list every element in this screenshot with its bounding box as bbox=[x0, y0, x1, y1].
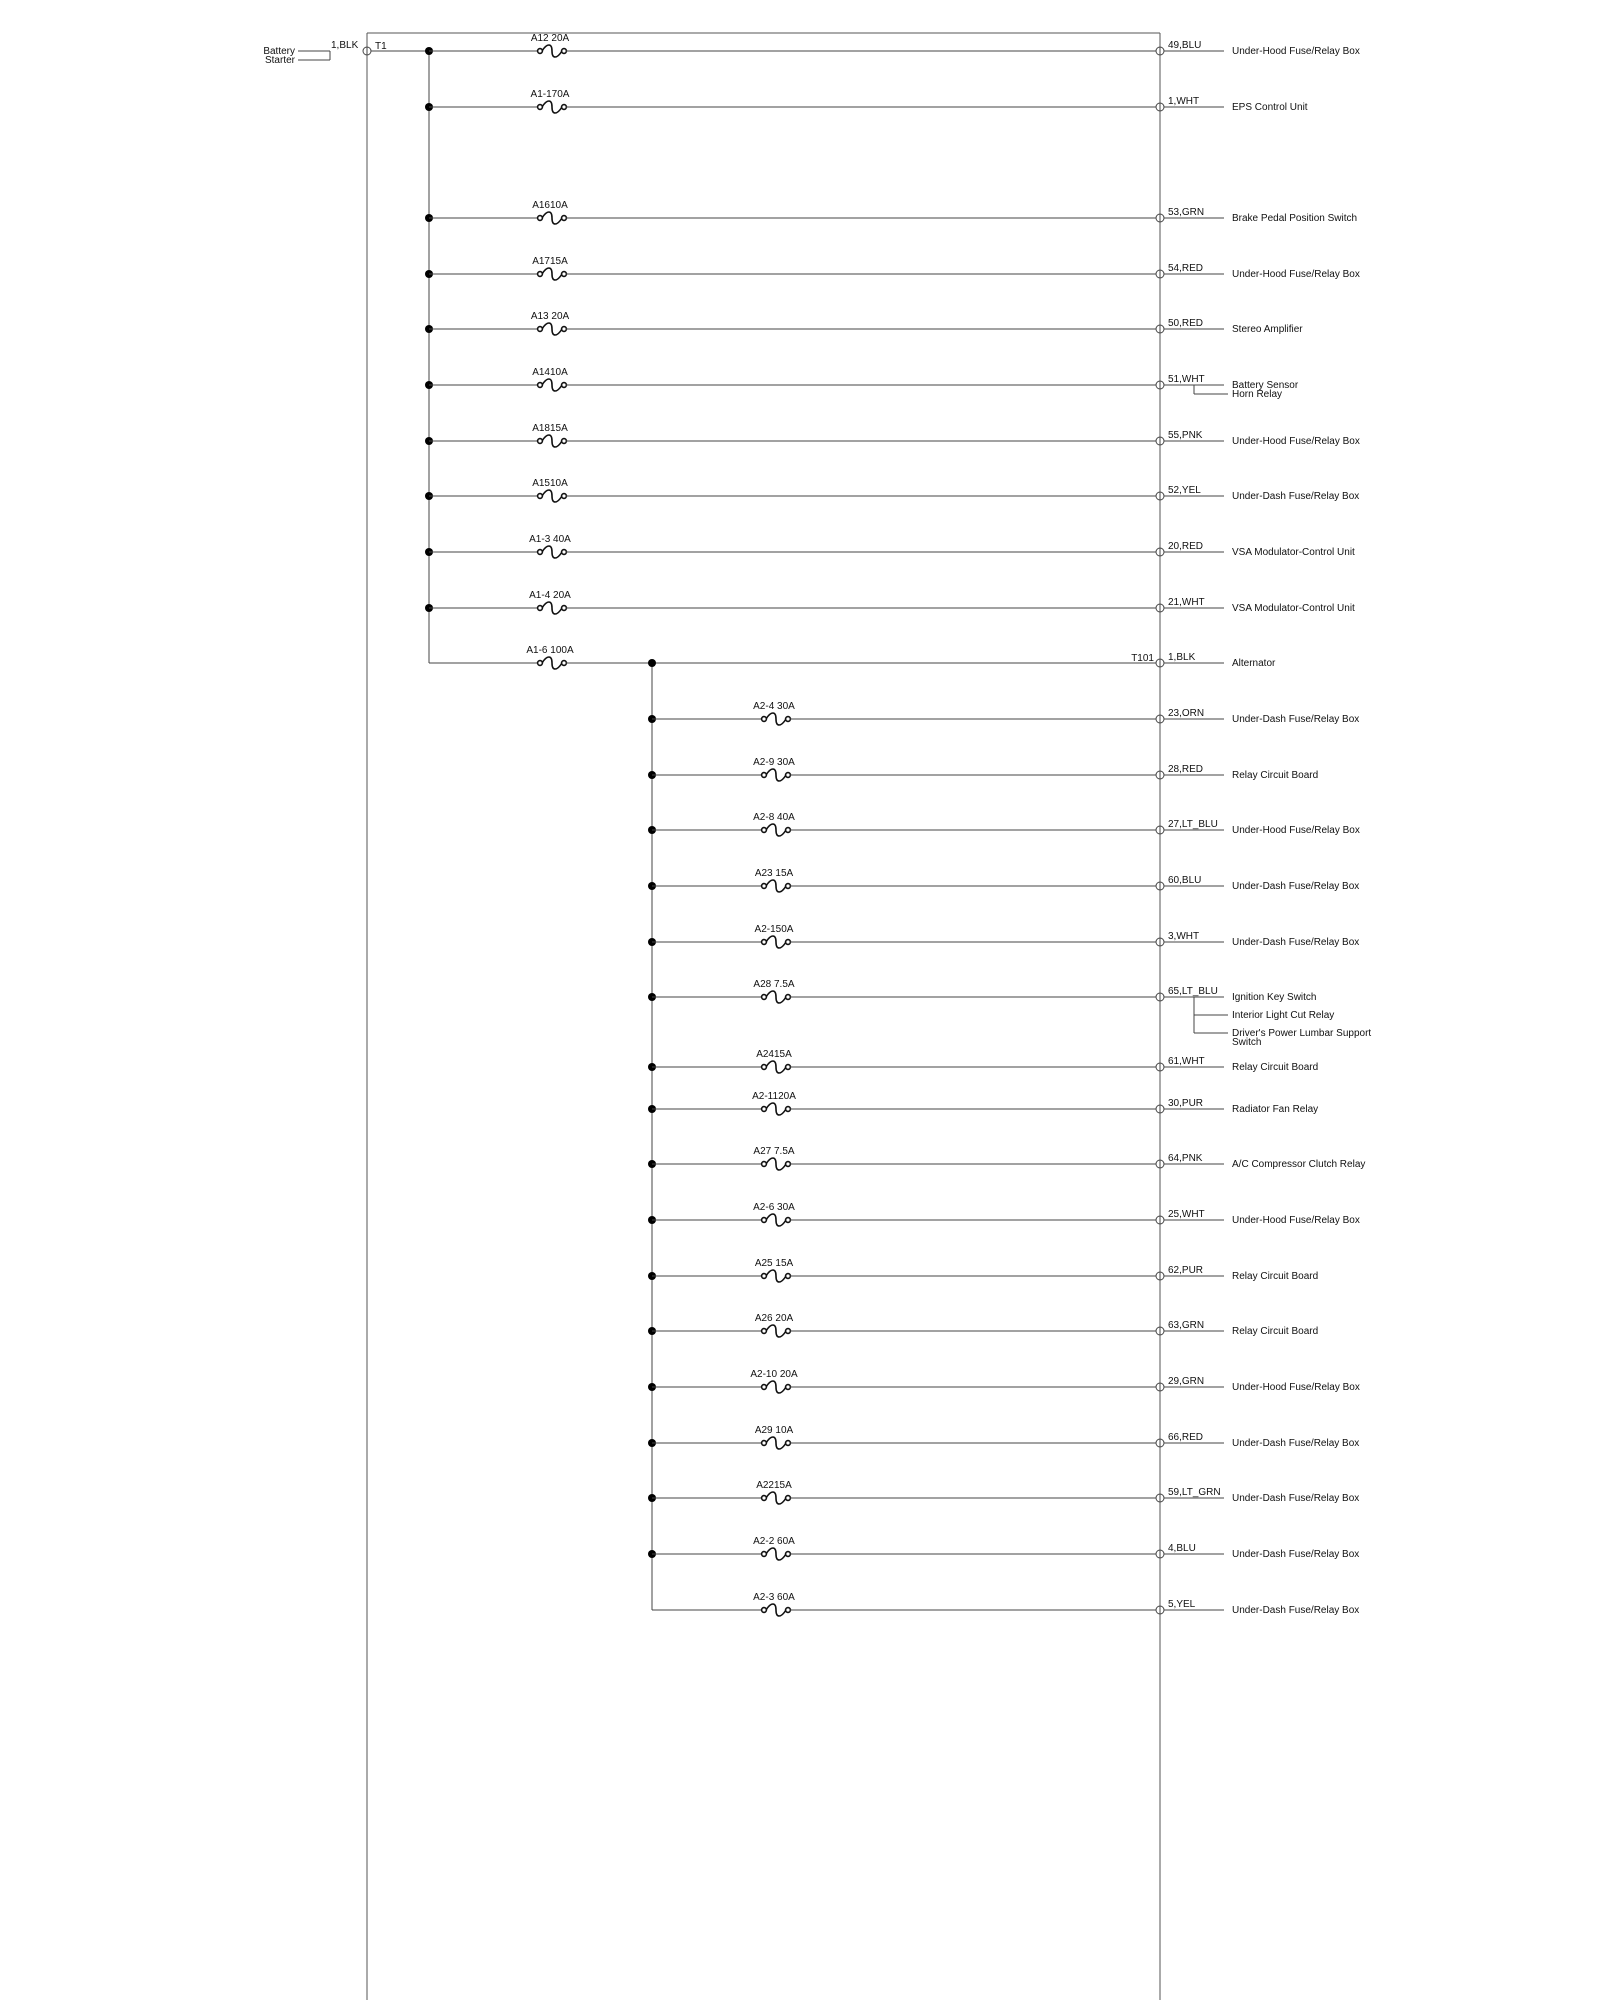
wire-code-label: 50,RED bbox=[1168, 318, 1204, 329]
destination-label: Under-Dash Fuse/Relay Box bbox=[1232, 1605, 1360, 1616]
fuse-icon bbox=[542, 490, 562, 502]
fuse-terminal-right bbox=[786, 1329, 791, 1334]
fuse-terminal-right bbox=[786, 1162, 791, 1167]
circuit-row bbox=[648, 1480, 1359, 1504]
battery-input bbox=[263, 40, 429, 66]
alternator-terminal-label: T101 bbox=[1131, 653, 1154, 664]
destination-label: Under-Dash Fuse/Relay Box bbox=[1232, 1438, 1360, 1449]
wire-code-label: 65,LT_BLU bbox=[1168, 986, 1218, 997]
destination-label: Alternator bbox=[1232, 658, 1276, 669]
fuse-terminal-left bbox=[762, 1329, 767, 1334]
fuse-terminal-right bbox=[562, 272, 567, 277]
fuse-label: A1-3 40A bbox=[529, 534, 571, 545]
fuse-terminal-right bbox=[562, 606, 567, 611]
fuse-icon bbox=[766, 1158, 786, 1170]
circuit-row bbox=[648, 1049, 1318, 1073]
destination-label: EPS Control Unit bbox=[1232, 102, 1308, 113]
destination-label: Under-Hood Fuse/Relay Box bbox=[1232, 269, 1360, 280]
fuse-label: A28 7.5A bbox=[753, 979, 795, 990]
wire-code-label: 27,LT_BLU bbox=[1168, 819, 1218, 830]
fuse-label: A2-3 60A bbox=[753, 1592, 795, 1603]
fuse-label: A2-10 20A bbox=[750, 1369, 798, 1380]
fuse-icon bbox=[766, 1548, 786, 1560]
fuse-label: A27 7.5A bbox=[753, 1146, 795, 1157]
circuit-row bbox=[648, 1202, 1360, 1226]
destination-label: Under-Hood Fuse/Relay Box bbox=[1232, 436, 1360, 447]
destination-label: Interior Light Cut Relay bbox=[1232, 1010, 1335, 1021]
fuse-terminal-right bbox=[786, 1608, 791, 1613]
fuse-terminal-right bbox=[786, 1385, 791, 1390]
fuse-terminal-left bbox=[762, 717, 767, 722]
fuse-icon bbox=[542, 379, 562, 391]
wire-code-label: 66,RED bbox=[1168, 1432, 1204, 1443]
fuse-icon bbox=[542, 657, 562, 669]
fuse-terminal-left bbox=[538, 49, 543, 54]
fuse-label: A2-2 60A bbox=[753, 1536, 795, 1547]
fuse-terminal-right bbox=[562, 105, 567, 110]
input-terminal-label: T1 bbox=[375, 41, 387, 52]
fuse-terminal-left bbox=[762, 995, 767, 1000]
fuse-terminal-left bbox=[762, 1274, 767, 1279]
circuit-row bbox=[425, 423, 1360, 447]
fuse-terminal-right bbox=[562, 494, 567, 499]
destination-label: Under-Dash Fuse/Relay Box bbox=[1232, 881, 1360, 892]
circuit-row bbox=[648, 1091, 1318, 1115]
circuit-row bbox=[648, 868, 1359, 892]
fuse-terminal-left bbox=[538, 272, 543, 277]
fuse-terminal-left bbox=[538, 606, 543, 611]
fuse-terminal-left bbox=[538, 661, 543, 666]
circuit-row bbox=[425, 478, 1359, 502]
wire-code-label: 52,YEL bbox=[1168, 485, 1201, 496]
circuit-row bbox=[425, 89, 1308, 113]
fuse-terminal-right bbox=[786, 717, 791, 722]
destination-label: Relay Circuit Board bbox=[1232, 1062, 1319, 1073]
input-wire-label: 1,BLK bbox=[331, 40, 359, 51]
fuse-icon bbox=[766, 1325, 786, 1337]
wire-code-label: 4,BLU bbox=[1168, 1543, 1196, 1554]
fuse-label: A1510A bbox=[532, 478, 568, 489]
wire-code-label: 60,BLU bbox=[1168, 875, 1202, 886]
fuse-label: A25 15A bbox=[754, 1258, 794, 1269]
circuit-row bbox=[648, 757, 1318, 781]
circuits-group-b bbox=[648, 701, 1371, 1616]
circuit-row bbox=[648, 1146, 1365, 1170]
circuit-row bbox=[425, 256, 1360, 280]
fuse-terminal-left bbox=[762, 1162, 767, 1167]
fuse-terminal-left bbox=[762, 1552, 767, 1557]
destination-label: Relay Circuit Board bbox=[1232, 770, 1319, 781]
wire-code-label: 62,PUR bbox=[1168, 1265, 1204, 1276]
fuse-terminal-right bbox=[562, 49, 567, 54]
circuit-row bbox=[425, 534, 1355, 558]
fuse-label: A2-6 30A bbox=[753, 1202, 795, 1213]
fuse-label: A1610A bbox=[532, 200, 568, 211]
fuse-label: A1715A bbox=[532, 256, 568, 267]
fuse-terminal-left bbox=[762, 1065, 767, 1070]
destination-label: Stereo Amplifier bbox=[1232, 324, 1303, 335]
destination-label: Battery Sensor bbox=[1232, 380, 1299, 391]
circuit-row bbox=[648, 1369, 1360, 1393]
circuit-row bbox=[648, 1536, 1359, 1560]
circuit-row bbox=[425, 33, 1360, 57]
destination-label: Under-Dash Fuse/Relay Box bbox=[1232, 714, 1360, 725]
fuse-icon bbox=[542, 45, 562, 57]
destination-label: Relay Circuit Board bbox=[1232, 1326, 1319, 1337]
starter-label: Starter bbox=[264, 55, 295, 66]
wire-code-label: 1,WHT bbox=[1168, 96, 1200, 107]
fuse-icon bbox=[766, 1214, 786, 1226]
battery-label: Battery bbox=[263, 46, 295, 57]
destination-label: Relay Circuit Board bbox=[1232, 1271, 1319, 1282]
fuse-terminal-left bbox=[538, 383, 543, 388]
fuse-label: A1-4 20A bbox=[529, 590, 571, 601]
fuse-label: A2-150A bbox=[754, 924, 794, 935]
circuit-row bbox=[425, 367, 1299, 400]
circuit-row bbox=[425, 200, 1357, 224]
fuse-terminal-right bbox=[786, 1107, 791, 1112]
fuse-terminal-right bbox=[786, 1274, 791, 1279]
circuit-row bbox=[429, 645, 1276, 669]
fuse-label: A1815A bbox=[532, 423, 568, 434]
fuse-terminal-left bbox=[538, 216, 543, 221]
fuse-terminal-right bbox=[786, 1218, 791, 1223]
fuse-icon bbox=[766, 713, 786, 725]
fuse-terminal-right bbox=[786, 995, 791, 1000]
fuse-label: A2415A bbox=[756, 1049, 792, 1060]
circuit-row bbox=[425, 311, 1303, 335]
circuit-row bbox=[648, 701, 1359, 725]
wire-code-label: 3,WHT bbox=[1168, 931, 1200, 942]
fuse-terminal-left bbox=[762, 1218, 767, 1223]
wire-code-label: 63,GRN bbox=[1168, 1320, 1205, 1331]
fuse-terminal-left bbox=[762, 940, 767, 945]
fuse-terminal-left bbox=[538, 439, 543, 444]
fuse-terminal-right bbox=[786, 940, 791, 945]
fuse-icon bbox=[766, 1381, 786, 1393]
fuse-terminal-left bbox=[762, 1608, 767, 1613]
fuse-icon bbox=[766, 1437, 786, 1449]
fuse-terminal-left bbox=[762, 1385, 767, 1390]
wire-code-label: 55,PNK bbox=[1168, 430, 1203, 441]
fuse-terminal-left bbox=[762, 1496, 767, 1501]
fuse-terminal-left bbox=[762, 828, 767, 833]
circuit-row bbox=[648, 1258, 1318, 1282]
circuit-row bbox=[648, 1313, 1318, 1337]
circuit-row bbox=[652, 1592, 1359, 1616]
fuse-icon bbox=[542, 602, 562, 614]
circuit-row bbox=[648, 979, 1371, 1048]
fuse-terminal-right bbox=[786, 773, 791, 778]
fuse-label: A1-170A bbox=[530, 89, 570, 100]
destination-label: Under-Dash Fuse/Relay Box bbox=[1232, 937, 1360, 948]
wire-code-label: 30,PUR bbox=[1168, 1098, 1204, 1109]
fuse-label: A12 20A bbox=[530, 33, 570, 44]
wire-code-label: 59,LT_GRN bbox=[1168, 1487, 1221, 1498]
destination-label: Under-Hood Fuse/Relay Box bbox=[1232, 1215, 1360, 1226]
wire-code-label: 61,WHT bbox=[1168, 1056, 1205, 1067]
fuse-terminal-left bbox=[762, 884, 767, 889]
destination-label: Under-Dash Fuse/Relay Box bbox=[1232, 1493, 1360, 1504]
wire-code-label: 29,GRN bbox=[1168, 1376, 1205, 1387]
destination-label: Driver's Power Lumbar Support Switch bbox=[1232, 1028, 1372, 1048]
fuse-icon bbox=[766, 1103, 786, 1115]
fuse-icon bbox=[766, 1270, 786, 1282]
wire-code-label: 49,BLU bbox=[1168, 40, 1202, 51]
fuse-label: A23 15A bbox=[754, 868, 794, 879]
fuse-icon bbox=[542, 435, 562, 447]
fuse-terminal-right bbox=[562, 550, 567, 555]
circuits-group-a bbox=[425, 33, 1360, 669]
destination-label: Brake Pedal Position Switch bbox=[1232, 213, 1358, 224]
fuse-terminal-left bbox=[762, 1107, 767, 1112]
fuse-label: A2-1120A bbox=[752, 1091, 796, 1102]
fuse-icon bbox=[766, 1061, 786, 1073]
destination-label: Ignition Key Switch bbox=[1232, 992, 1317, 1003]
destination-label: Under-Hood Fuse/Relay Box bbox=[1232, 825, 1360, 836]
fuse-terminal-left bbox=[538, 327, 543, 332]
destination-label: VSA Modulator-Control Unit bbox=[1232, 547, 1355, 558]
fuse-terminal-right bbox=[562, 439, 567, 444]
wire-code-label: 53,GRN bbox=[1168, 207, 1205, 218]
fuse-terminal-right bbox=[562, 661, 567, 666]
fuse-icon bbox=[766, 1492, 786, 1504]
fuse-terminal-left bbox=[538, 105, 543, 110]
fuse-terminal-right bbox=[786, 828, 791, 833]
wire-code-label: 54,RED bbox=[1168, 263, 1204, 274]
circuit-row bbox=[648, 924, 1359, 948]
fuse-label: A2-4 30A bbox=[753, 701, 795, 712]
circuit-row bbox=[425, 590, 1355, 614]
wire-code-label: 21,WHT bbox=[1168, 597, 1205, 608]
wire-code-label: 20,RED bbox=[1168, 541, 1204, 552]
fuse-label: A2-8 40A bbox=[753, 812, 795, 823]
fuse-terminal-left bbox=[762, 773, 767, 778]
fuse-icon bbox=[766, 936, 786, 948]
fuse-terminal-left bbox=[538, 550, 543, 555]
fuse-terminal-right bbox=[786, 1496, 791, 1501]
wire-code-label: 23,ORN bbox=[1168, 708, 1205, 719]
fuse-label: A2215A bbox=[756, 1480, 792, 1491]
bus-b-junction-dot bbox=[648, 659, 656, 667]
destination-label: Under-Dash Fuse/Relay Box bbox=[1232, 491, 1360, 502]
fuse-icon bbox=[766, 880, 786, 892]
fuse-icon bbox=[542, 323, 562, 335]
destination-label: Radiator Fan Relay bbox=[1232, 1104, 1319, 1115]
wire-code-label: 5,YEL bbox=[1168, 1599, 1196, 1610]
wire-code-label: 1,BLK bbox=[1168, 652, 1196, 663]
fuse-icon bbox=[766, 824, 786, 836]
fuse-terminal-right bbox=[786, 1552, 791, 1557]
fuse-label: A13 20A bbox=[530, 311, 570, 322]
fuse-icon bbox=[542, 268, 562, 280]
fuse-label: A2-9 30A bbox=[753, 757, 795, 768]
fuse-icon bbox=[766, 1604, 786, 1616]
wire-code-label: 25,WHT bbox=[1168, 1209, 1205, 1220]
destination-label: Under-Hood Fuse/Relay Box bbox=[1232, 1382, 1360, 1393]
wire-code-label: 51,WHT bbox=[1168, 374, 1205, 385]
fuse-icon bbox=[542, 101, 562, 113]
destination-label: Horn Relay bbox=[1232, 389, 1283, 400]
destination-label: VSA Modulator-Control Unit bbox=[1232, 603, 1355, 614]
fuse-terminal-right bbox=[562, 216, 567, 221]
fuse-terminal-right bbox=[786, 1441, 791, 1446]
fuse-label: A1-6 100A bbox=[526, 645, 574, 656]
fuse-terminal-left bbox=[762, 1441, 767, 1446]
destination-label: Under-Hood Fuse/Relay Box bbox=[1232, 46, 1360, 57]
destination-label: Under-Dash Fuse/Relay Box bbox=[1232, 1549, 1360, 1560]
fuse-icon bbox=[542, 546, 562, 558]
fuse-label: A1410A bbox=[532, 367, 568, 378]
fuse-label: A26 20A bbox=[754, 1313, 794, 1324]
fuse-label: A29 10A bbox=[754, 1425, 794, 1436]
wire-code-label: 28,RED bbox=[1168, 764, 1204, 775]
destination-label: A/C Compressor Clutch Relay bbox=[1232, 1159, 1366, 1170]
fuse-terminal-left bbox=[538, 494, 543, 499]
fuse-icon bbox=[542, 212, 562, 224]
circuit-row bbox=[648, 1425, 1359, 1449]
circuit-row bbox=[648, 812, 1360, 836]
fuse-terminal-right bbox=[786, 1065, 791, 1070]
fuse-terminal-right bbox=[562, 327, 567, 332]
fuse-terminal-right bbox=[786, 884, 791, 889]
fuse-icon bbox=[766, 991, 786, 1003]
wire-code-label: 64,PNK bbox=[1168, 1153, 1203, 1164]
fuse-terminal-right bbox=[562, 383, 567, 388]
fuse-icon bbox=[766, 769, 786, 781]
